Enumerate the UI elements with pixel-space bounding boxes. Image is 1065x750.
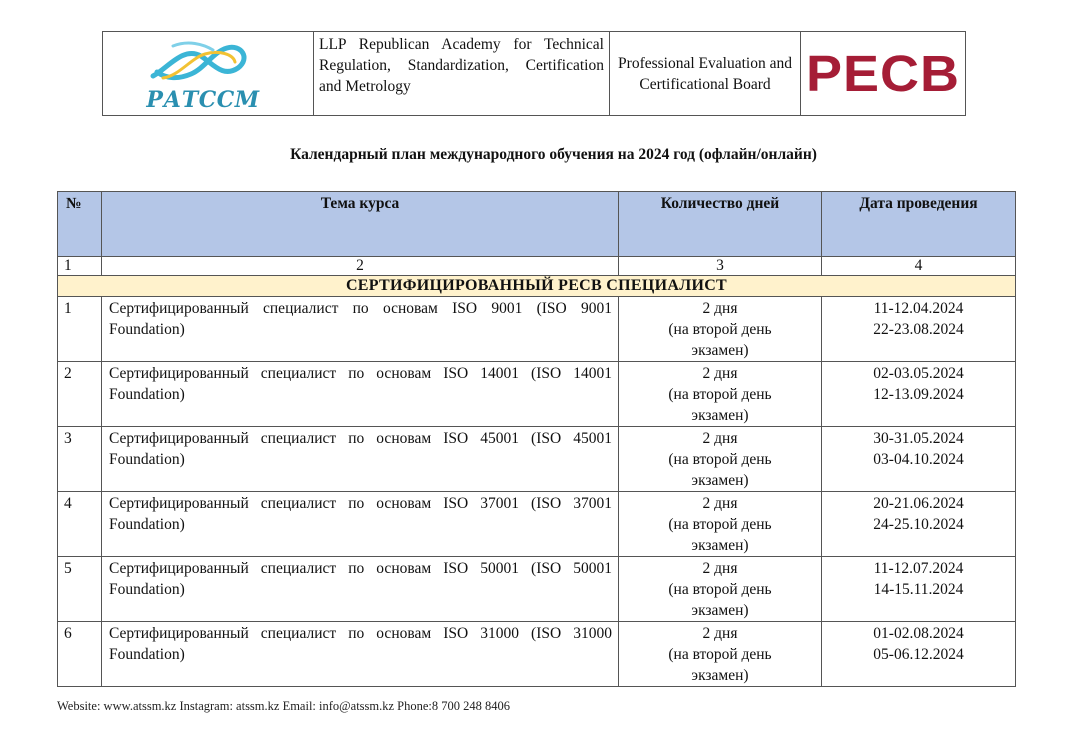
page-title: Календарный план международного обучения на 2024 год (офлайн/онлайн): [290, 146, 817, 163]
course-days: [619, 492, 822, 557]
course-days: [619, 297, 822, 362]
column-number: 2: [102, 257, 619, 276]
atssm-logo-text: РАТССМ: [146, 87, 260, 113]
days-line: (на второй день: [668, 321, 772, 338]
date-line: 02-03.05.2024: [873, 365, 964, 382]
column-number: 1: [58, 257, 102, 276]
date-line: 11-12.04.2024: [873, 300, 964, 317]
header-number: №: [58, 192, 102, 257]
days-line: экзамен): [691, 342, 749, 359]
course-topic: Сертифицированный специалист по основам ISO 37001 (ISO 37001 Foundation): [102, 492, 619, 557]
row-number: 2: [58, 362, 102, 427]
course-dates: [822, 427, 1016, 492]
column-number: 4: [822, 257, 1016, 276]
course-topic: Сертифицированный специалист по основам ISO 45001 (ISO 45001 Foundation): [102, 427, 619, 492]
row-number: 5: [58, 557, 102, 622]
atssm-logo-cell: [103, 32, 314, 116]
date-line: 05-06.12.2024: [873, 646, 964, 663]
days-line: 2 дня: [702, 560, 738, 577]
infinity-swirl-icon: [143, 38, 253, 88]
days-line: экзамен): [691, 407, 749, 424]
days-line: (на второй день: [668, 386, 772, 403]
table-row: [58, 297, 1016, 362]
course-topic: Сертифицированный специалист по основам ISO 31000 (ISO 31000 Foundation): [102, 622, 619, 687]
footer-contacts: Website: www.atssm.kz Instagram: atssm.kz Email: info@atssm.kz Phone:8 700 248 8406: [57, 699, 511, 713]
date-line: 30-31.05.2024: [873, 430, 964, 447]
row-number: 6: [58, 622, 102, 687]
date-line: 01-02.08.2024: [873, 625, 964, 642]
days-line: (на второй день: [668, 581, 772, 598]
course-dates: [822, 362, 1016, 427]
row-number: 1: [58, 297, 102, 362]
table-row: [58, 622, 1016, 687]
org-name: LLP Republican Academy for Technical Regulation, Standardization, Certification and Metrology: [314, 32, 610, 116]
schedule-table: [57, 191, 1016, 687]
days-line: экзамен): [691, 537, 749, 554]
table-row: [58, 362, 1016, 427]
row-number: 3: [58, 427, 102, 492]
letterhead: [102, 31, 966, 116]
pecb-logo: PECB: [805, 45, 961, 102]
days-line: экзамен): [691, 667, 749, 684]
date-line: 24-25.10.2024: [873, 516, 964, 533]
header-dates: Дата проведения: [822, 192, 1016, 257]
course-days: [619, 557, 822, 622]
course-topic: Сертифицированный специалист по основам ISO 14001 (ISO 14001 Foundation): [102, 362, 619, 427]
column-number: 3: [619, 257, 822, 276]
atssm-logo: [103, 32, 313, 115]
table-row: [58, 427, 1016, 492]
table-row: [58, 492, 1016, 557]
days-line: (на второй день: [668, 516, 772, 533]
row-number: 4: [58, 492, 102, 557]
course-topic: Сертифицированный специалист по основам ISO 9001 (ISO 9001 Foundation): [102, 297, 619, 362]
course-days: [619, 362, 822, 427]
days-line: экзамен): [691, 472, 749, 489]
header-topic: Тема курса: [102, 192, 619, 257]
course-dates: [822, 297, 1016, 362]
days-line: 2 дня: [702, 365, 738, 382]
date-line: 11-12.07.2024: [873, 560, 964, 577]
pecb-logo-cell: [801, 32, 966, 116]
course-days: [619, 622, 822, 687]
days-line: 2 дня: [702, 495, 738, 512]
column-numbers-row: [58, 257, 1016, 276]
course-dates: [822, 557, 1016, 622]
course-dates: [822, 622, 1016, 687]
days-line: (на второй день: [668, 451, 772, 468]
date-line: 20-21.06.2024: [873, 495, 964, 512]
days-line: (на второй день: [668, 646, 772, 663]
date-line: 22-23.08.2024: [873, 321, 964, 338]
header-days: Количество дней: [619, 192, 822, 257]
days-line: 2 дня: [702, 430, 738, 447]
date-line: 14-15.11.2024: [873, 581, 964, 598]
days-line: 2 дня: [702, 300, 738, 317]
table-row: [58, 557, 1016, 622]
course-dates: [822, 492, 1016, 557]
section-row: [58, 276, 1016, 297]
date-line: 12-13.09.2024: [873, 386, 964, 403]
date-line: 03-04.10.2024: [873, 451, 964, 468]
days-line: 2 дня: [702, 625, 738, 642]
days-line: экзамен): [691, 602, 749, 619]
course-days: [619, 427, 822, 492]
board-name: Professional Evaluation and Certificational Board: [610, 32, 801, 116]
section-title: СЕРТИФИЦИРОВАННЫЙ PECB СПЕЦИАЛИСТ: [58, 276, 1016, 297]
course-topic: Сертифицированный специалист по основам ISO 50001 (ISO 50001 Foundation): [102, 557, 619, 622]
